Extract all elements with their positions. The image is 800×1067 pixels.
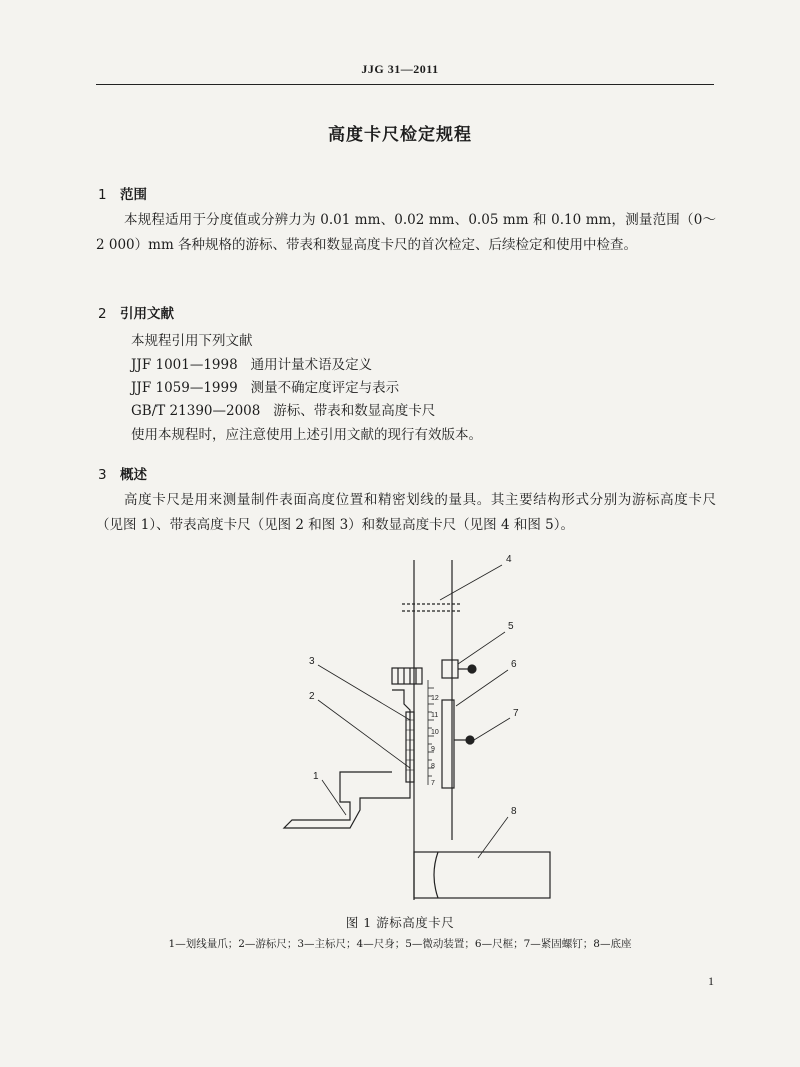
fine-adjustment bbox=[442, 660, 476, 788]
callout-4: 4 bbox=[506, 554, 512, 565]
height-gauge-diagram bbox=[0, 540, 800, 940]
section-3-heading bbox=[98, 463, 147, 483]
section-1-body: 本规程适用于分度值或分辨力为 0.01 mm、0.02 mm、0.05 mm 和 0.10 mm，测量范围（0～2 000）mm 各种规格的游标、带表和数显高度卡尺的首次检定、后续检定和使用中检查。 bbox=[96, 212, 716, 253]
callout-6: 6 bbox=[511, 659, 517, 670]
scale-label: 8 bbox=[431, 763, 435, 770]
section-3-title: 概述 bbox=[120, 467, 147, 483]
callout-8: 8 bbox=[511, 806, 517, 817]
standard-code: JJG 31—2011 bbox=[361, 62, 439, 76]
callout-3: 3 bbox=[309, 656, 315, 667]
section-2-title: 引用文献 bbox=[120, 306, 174, 322]
section-3-number: 3 bbox=[98, 467, 107, 483]
callout-1: 1 bbox=[313, 771, 319, 782]
section-2-heading bbox=[98, 302, 174, 322]
section-1-heading bbox=[98, 183, 147, 203]
scale-label: 10 bbox=[431, 729, 439, 736]
reference-item: JJF 1059—1999 测量不确定度评定与表示 bbox=[131, 380, 400, 396]
section-1-title: 范围 bbox=[120, 187, 147, 203]
scale-label: 12 bbox=[431, 695, 439, 702]
scale-labels bbox=[431, 695, 439, 787]
references-intro: 本规程引用下列文献 bbox=[131, 333, 253, 349]
figure-legend: 1—划线量爪；2—游标尺；3—主标尺；4—尺身；5—微动装置；6—尺框；7—紧固螺钉；8—底座 bbox=[168, 938, 632, 950]
section-2-number: 2 bbox=[98, 306, 107, 322]
reference-item: JJF 1001—1998 通用计量术语及定义 bbox=[131, 357, 373, 373]
scriber-jaw bbox=[284, 772, 392, 828]
scale-label: 9 bbox=[431, 746, 435, 753]
callout-2: 2 bbox=[309, 691, 315, 702]
page-number: 1 bbox=[708, 974, 714, 988]
callout-7: 7 bbox=[513, 708, 519, 719]
slider-frame bbox=[392, 668, 422, 798]
references-note: 使用本规程时，应注意使用上述引用文献的现行有效版本。 bbox=[131, 427, 482, 443]
reference-item: GB/T 21390—2008 游标、带表和数显高度卡尺 bbox=[131, 403, 436, 419]
section-3-body: 高度卡尺是用来测量制件表面高度位置和精密划线的量具。其主要结构形式分别为游标高度卡尺（见图 1）、带表高度卡尺（见图 2 和图 3）和数显高度卡尺（见图 4 和图 5）。 bbox=[96, 492, 716, 533]
header-rule bbox=[96, 84, 714, 85]
figure-caption: 图 1 游标高度卡尺 bbox=[345, 915, 455, 930]
base bbox=[414, 852, 550, 898]
scale-label: 7 bbox=[431, 780, 435, 787]
section-1-number: 1 bbox=[98, 187, 107, 203]
document-title: 高度卡尺检定规程 bbox=[328, 125, 472, 145]
scale-label: 11 bbox=[431, 712, 439, 719]
callout-5: 5 bbox=[508, 621, 514, 632]
